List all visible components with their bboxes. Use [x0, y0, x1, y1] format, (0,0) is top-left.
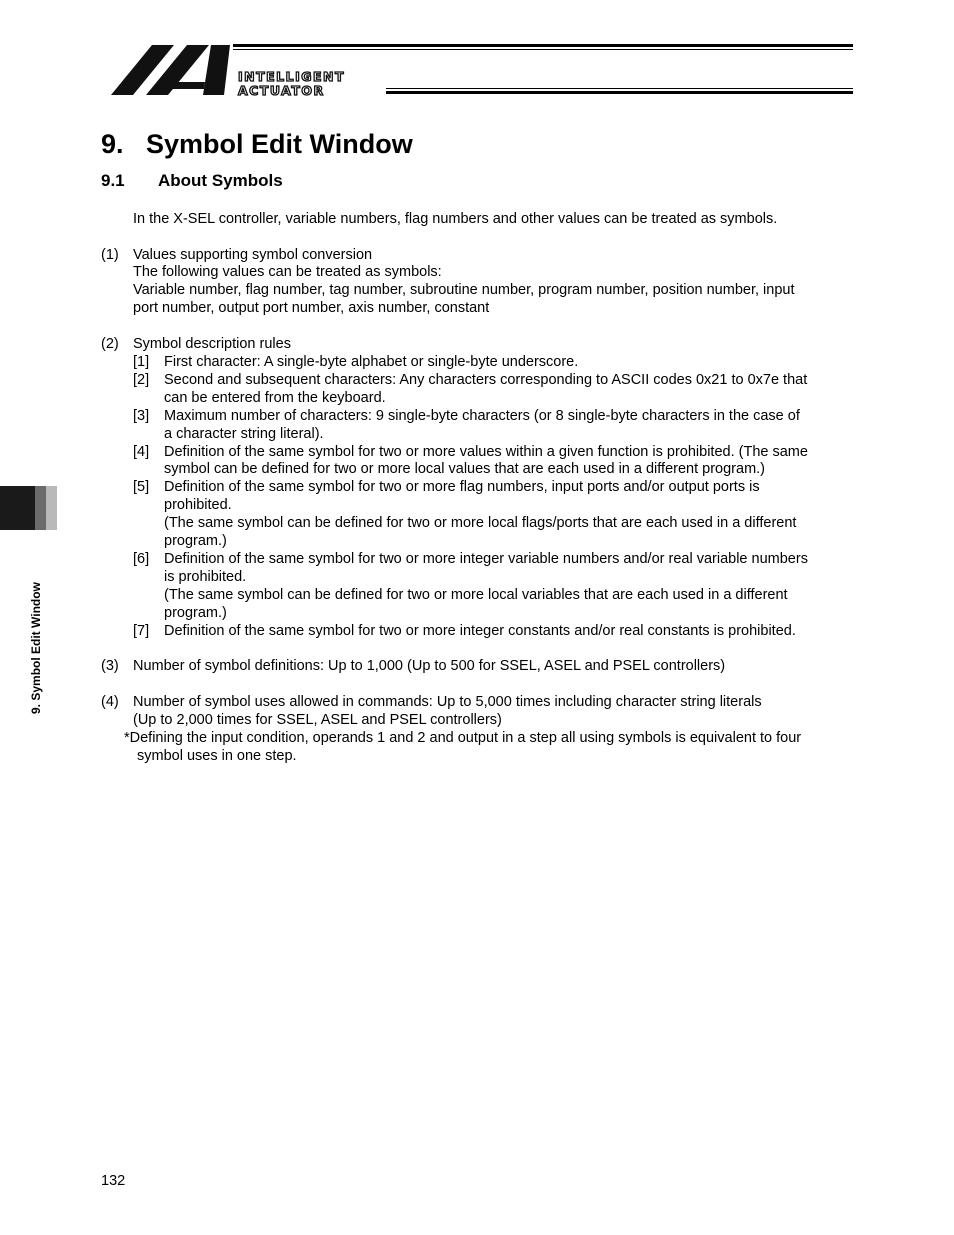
subsection-title: About Symbols	[158, 171, 283, 190]
chapter-tab-mid	[35, 486, 46, 530]
section-heading	[101, 126, 413, 162]
intro-paragraph: In the X-SEL controller, variable numbers, flag numbers and other values can be treated as symbols.	[133, 211, 778, 227]
item-text-line: The following values can be treated as symbols:	[133, 264, 442, 280]
item-text-line: Variable number, flag number, tag number, subroutine number, program number, position number, input	[133, 282, 795, 298]
item-marker: (4)	[101, 694, 119, 710]
logo-wordmark	[238, 70, 345, 98]
note-line: symbol uses in one step.	[137, 748, 297, 764]
rule-text-line: Definition of the same symbol for two or more integer constants and/or real constants is prohibited.	[164, 623, 796, 639]
rule-marker: [1]	[133, 354, 150, 370]
item-text-line: port number, output port number, axis number, constant	[133, 300, 490, 316]
item-marker: (3)	[101, 658, 119, 674]
header-rule-bottom-thick	[386, 91, 853, 94]
rule-text-line: program.)	[164, 533, 227, 549]
chapter-tab-dark	[0, 486, 35, 530]
subsection-heading	[101, 170, 283, 192]
intelligent-actuator-logo-icon	[108, 44, 234, 96]
rule-text-line: Definition of the same symbol for two or more flag numbers, input ports and/or output ports is	[164, 479, 760, 495]
header-rule-top-thick	[233, 44, 853, 47]
item-text-line: Number of symbol uses allowed in commands: Up to 5,000 times including character string literals	[133, 694, 762, 710]
rule-text-line: (The same symbol can be defined for two or more local flags/ports that are each used in a different	[164, 515, 797, 531]
rule-marker: [2]	[133, 372, 150, 388]
rule-text-line: Second and subsequent characters: Any characters corresponding to ASCII codes 0x21 to 0x7e that	[164, 372, 808, 388]
item-marker: (1)	[101, 247, 119, 263]
section-number: 9.	[101, 129, 124, 159]
item-text-line: Values supporting symbol conversion	[133, 247, 373, 263]
rule-text-line: symbol can be defined for two or more local values that are each used in a different program.)	[164, 461, 765, 477]
rule-marker: [5]	[133, 479, 150, 495]
chapter-tab	[0, 486, 57, 530]
header-rule-bottom-thin	[386, 88, 853, 89]
header-rule-top-thin	[233, 49, 853, 50]
rule-marker: [3]	[133, 408, 150, 424]
rule-text-line: Definition of the same symbol for two or more integer variable numbers and/or real variable numbers	[164, 551, 808, 567]
rule-marker: [4]	[133, 444, 150, 460]
rule-text-line: Definition of the same symbol for two or more values within a given function is prohibited. (The same	[164, 444, 808, 460]
rule-text-line: Maximum number of characters: 9 single-byte characters (or 8 single-byte characters in the case of	[164, 408, 800, 424]
item-marker: (2)	[101, 336, 119, 352]
subsection-number: 9.1	[101, 171, 125, 190]
chapter-tab-light	[46, 486, 57, 530]
rule-text-line: can be entered from the keyboard.	[164, 390, 386, 406]
rule-text-line: prohibited.	[164, 497, 232, 513]
rule-text-line: a character string literal).	[164, 426, 324, 442]
rule-text-line: First character: A single-byte alphabet or single-byte underscore.	[164, 354, 579, 370]
logo-line-2: ACTUATOR	[238, 83, 325, 98]
page-number: 132	[101, 1173, 126, 1189]
rule-text-line: program.)	[164, 605, 227, 621]
rule-marker: [6]	[133, 551, 150, 567]
item-text-line: (Up to 2,000 times for SSEL, ASEL and PSEL controllers)	[133, 712, 502, 728]
section-title: Symbol Edit Window	[146, 129, 413, 159]
rule-marker: [7]	[133, 623, 150, 639]
rule-text-line: is prohibited.	[164, 569, 247, 585]
side-chapter-label: 9. Symbol Edit Window	[29, 582, 43, 714]
item-text-line: Number of symbol definitions: Up to 1,000 (Up to 500 for SSEL, ASEL and PSEL controllers)	[133, 658, 726, 674]
logo-line-1: INTELLIGENT	[238, 69, 346, 84]
rule-text-line: (The same symbol can be defined for two or more local variables that are each used in a different	[164, 587, 788, 603]
note-line: *Defining the input condition, operands 1 and 2 and output in a step all using symbols is equivalent to four	[124, 730, 802, 746]
item-title: Symbol description rules	[133, 336, 291, 352]
